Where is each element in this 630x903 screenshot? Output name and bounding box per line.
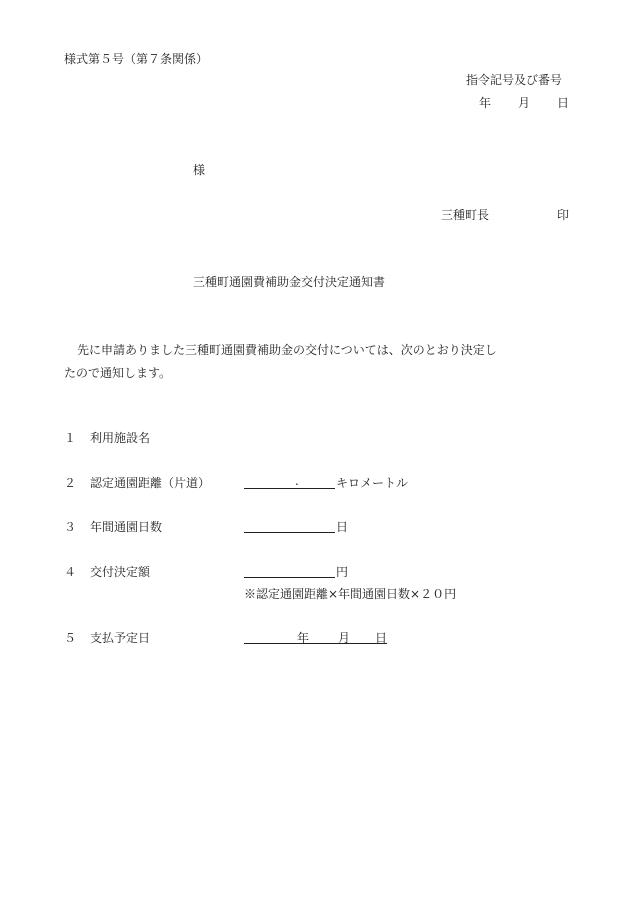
item-5-number: ５ xyxy=(64,631,77,645)
days-unit: 日 xyxy=(336,520,349,534)
days-field xyxy=(244,518,335,533)
item-4-number: ４ xyxy=(64,565,77,579)
payment-date-month: 月 xyxy=(338,631,351,645)
document-title: 三種町通園費補助金交付決定通知書 xyxy=(193,275,386,289)
distance-unit: キロメートル xyxy=(336,476,409,490)
issuer-name: 三種町長 xyxy=(441,208,490,222)
item-2-label: 認定通園距離（片道） xyxy=(90,476,211,490)
body-line-2: たので通知します。 xyxy=(64,366,172,380)
seal-mark: 印 xyxy=(557,208,570,222)
amount-unit: 円 xyxy=(336,565,349,579)
issue-date-day: 日 xyxy=(557,96,570,110)
item-1-number: １ xyxy=(64,431,77,445)
payment-date-day: 日 xyxy=(375,631,388,645)
payment-date-field xyxy=(244,629,387,644)
amount-field xyxy=(244,563,335,578)
item-3-number: ３ xyxy=(64,520,77,534)
body-line-1: 先に申請ありました三種町通園費補助金の交付については、次のとおり決定し xyxy=(77,343,497,357)
item-1-label: 利用施設名 xyxy=(90,431,151,445)
item-5-label: 支払予定日 xyxy=(90,631,151,645)
item-3-label: 年間通園日数 xyxy=(90,520,163,534)
item-2-number: ２ xyxy=(64,476,77,490)
decimal-point: . xyxy=(295,474,299,488)
issue-date-year: 年 xyxy=(479,96,492,110)
distance-field xyxy=(244,474,335,489)
reference-number-label: 指令記号及び番号 xyxy=(466,73,563,87)
form-number: 様式第５号（第７条関係） xyxy=(64,52,209,66)
issue-date-month: 月 xyxy=(518,96,531,110)
item-4-label: 交付決定額 xyxy=(90,565,151,579)
recipient-honorific: 様 xyxy=(193,163,206,177)
payment-date-year: 年 xyxy=(297,631,310,645)
amount-formula-note: ※認定通園距離×年間通園日数×２０円 xyxy=(244,587,457,601)
